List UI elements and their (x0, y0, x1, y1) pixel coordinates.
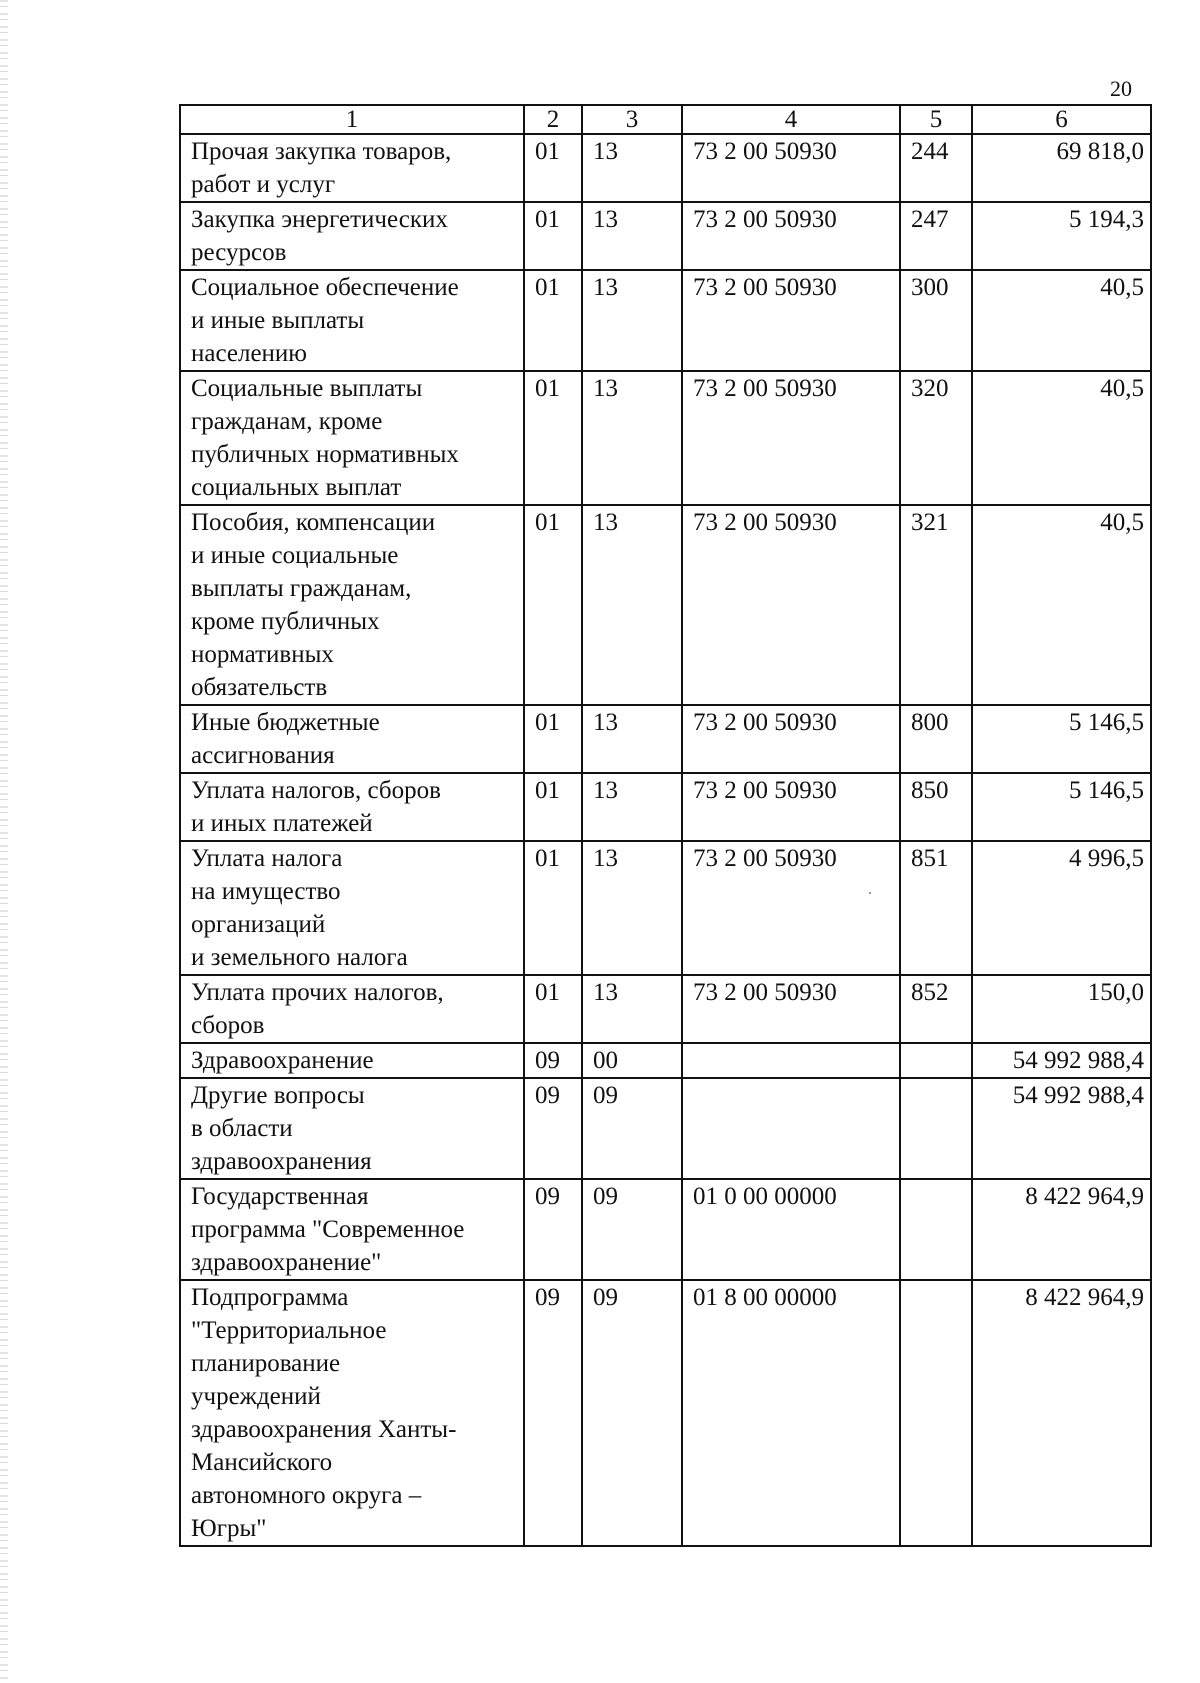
subsection-code-cell: 13 (582, 773, 682, 841)
expense-type-cell (900, 1043, 972, 1078)
section-code-cell: 01 (524, 202, 582, 270)
row-name-cell: Государственная программа "Современное здравоохранение" (180, 1179, 524, 1280)
amount-cell: 8 422 964,9 (972, 1179, 1151, 1280)
target-article-cell: 73 2 00 50930 (682, 975, 900, 1043)
row-name-cell: Пособия, компенсации и иные социальные выплаты гражданам, кроме публичных нормативных обязательств (180, 505, 524, 705)
target-article-cell: 01 8 00 00000 (682, 1280, 900, 1546)
subsection-code-cell: 09 (582, 1280, 682, 1546)
section-code-cell: 09 (524, 1179, 582, 1280)
subsection-code-cell: 13 (582, 975, 682, 1043)
target-article-cell: 73 2 00 50930 (682, 134, 900, 202)
table-row (180, 371, 1151, 505)
amount-cell: 8 422 964,9 (972, 1280, 1151, 1546)
expense-type-cell (900, 1179, 972, 1280)
section-code-cell: 01 (524, 371, 582, 505)
target-article-cell: 01 0 00 00000 (682, 1179, 900, 1280)
subsection-code-cell: 09 (582, 1179, 682, 1280)
scan-edge (0, 0, 8, 1683)
table-row (180, 1043, 1151, 1078)
row-name-cell: Уплата налога на имущество организаций и земельного налога (180, 841, 524, 975)
section-code-cell: 09 (524, 1280, 582, 1546)
section-code-cell: 01 (524, 705, 582, 773)
scan-speck (869, 892, 871, 894)
expense-type-cell (900, 1078, 972, 1179)
row-name-cell: Социальное обеспечение и иные выплаты населению (180, 270, 524, 371)
target-article-cell (682, 1043, 900, 1078)
row-name-cell: Уплата налогов, сборов и иных платежей (180, 773, 524, 841)
table-row (180, 134, 1151, 202)
amount-cell: 5 194,3 (972, 202, 1151, 270)
amount-cell: 40,5 (972, 270, 1151, 371)
column-header-3: 3 (582, 105, 682, 134)
section-code-cell: 01 (524, 841, 582, 975)
table-row (180, 1078, 1151, 1179)
section-code-cell: 09 (524, 1043, 582, 1078)
table-header-row (180, 105, 1151, 134)
column-header-5: 5 (900, 105, 972, 134)
row-name-cell: Прочая закупка товаров, работ и услуг (180, 134, 524, 202)
subsection-code-cell: 13 (582, 134, 682, 202)
target-article-cell: 73 2 00 50930 (682, 202, 900, 270)
subsection-code-cell: 13 (582, 505, 682, 705)
section-code-cell: 01 (524, 505, 582, 705)
amount-cell: 69 818,0 (972, 134, 1151, 202)
target-article-cell: 73 2 00 50930 (682, 270, 900, 371)
row-name-cell: Подпрограмма "Территориальное планирование учреждений здравоохранения Ханты- Мансийского автономного округа – Югры" (180, 1280, 524, 1546)
target-article-cell: 73 2 00 50930 (682, 841, 900, 975)
subsection-code-cell: 00 (582, 1043, 682, 1078)
table-row (180, 1280, 1151, 1546)
expense-type-cell: 244 (900, 134, 972, 202)
subsection-code-cell: 09 (582, 1078, 682, 1179)
row-name-cell: Другие вопросы в области здравоохранения (180, 1078, 524, 1179)
table-row (180, 841, 1151, 975)
expense-type-cell: 852 (900, 975, 972, 1043)
section-code-cell: 01 (524, 270, 582, 371)
row-name-cell: Иные бюджетные ассигнования (180, 705, 524, 773)
subsection-code-cell: 13 (582, 841, 682, 975)
row-name-cell: Закупка энергетических ресурсов (180, 202, 524, 270)
section-code-cell: 01 (524, 975, 582, 1043)
amount-cell: 150,0 (972, 975, 1151, 1043)
amount-cell: 40,5 (972, 371, 1151, 505)
amount-cell: 5 146,5 (972, 773, 1151, 841)
table-row (180, 270, 1151, 371)
subsection-code-cell: 13 (582, 705, 682, 773)
column-header-6: 6 (972, 105, 1151, 134)
target-article-cell: 73 2 00 50930 (682, 705, 900, 773)
amount-cell: 54 992 988,4 (972, 1078, 1151, 1179)
expense-type-cell: 300 (900, 270, 972, 371)
section-code-cell: 01 (524, 773, 582, 841)
table-row (180, 975, 1151, 1043)
budget-table (179, 104, 1152, 1547)
expense-type-cell: 247 (900, 202, 972, 270)
subsection-code-cell: 13 (582, 202, 682, 270)
expense-type-cell: 800 (900, 705, 972, 773)
page-number: 20 (1110, 76, 1132, 101)
target-article-cell: 73 2 00 50930 (682, 773, 900, 841)
target-article-cell: 73 2 00 50930 (682, 371, 900, 505)
table-row (180, 505, 1151, 705)
subsection-code-cell: 13 (582, 270, 682, 371)
amount-cell: 5 146,5 (972, 705, 1151, 773)
column-header-1: 1 (180, 105, 524, 134)
table-row (180, 202, 1151, 270)
table-row (180, 1179, 1151, 1280)
row-name-cell: Социальные выплаты гражданам, кроме публичных нормативных социальных выплат (180, 371, 524, 505)
expense-type-cell (900, 1280, 972, 1546)
expense-type-cell: 320 (900, 371, 972, 505)
row-name-cell: Здравоохранение (180, 1043, 524, 1078)
amount-cell: 4 996,5 (972, 841, 1151, 975)
subsection-code-cell: 13 (582, 371, 682, 505)
expense-type-cell: 850 (900, 773, 972, 841)
amount-cell: 40,5 (972, 505, 1151, 705)
expense-type-cell: 321 (900, 505, 972, 705)
expense-type-cell: 851 (900, 841, 972, 975)
amount-cell: 54 992 988,4 (972, 1043, 1151, 1078)
table-body (180, 134, 1151, 1546)
row-name-cell: Уплата прочих налогов, сборов (180, 975, 524, 1043)
table-row (180, 705, 1151, 773)
target-article-cell: 73 2 00 50930 (682, 505, 900, 705)
target-article-cell (682, 1078, 900, 1179)
section-code-cell: 01 (524, 134, 582, 202)
section-code-cell: 09 (524, 1078, 582, 1179)
column-header-2: 2 (524, 105, 582, 134)
column-header-4: 4 (682, 105, 900, 134)
table-row (180, 773, 1151, 841)
